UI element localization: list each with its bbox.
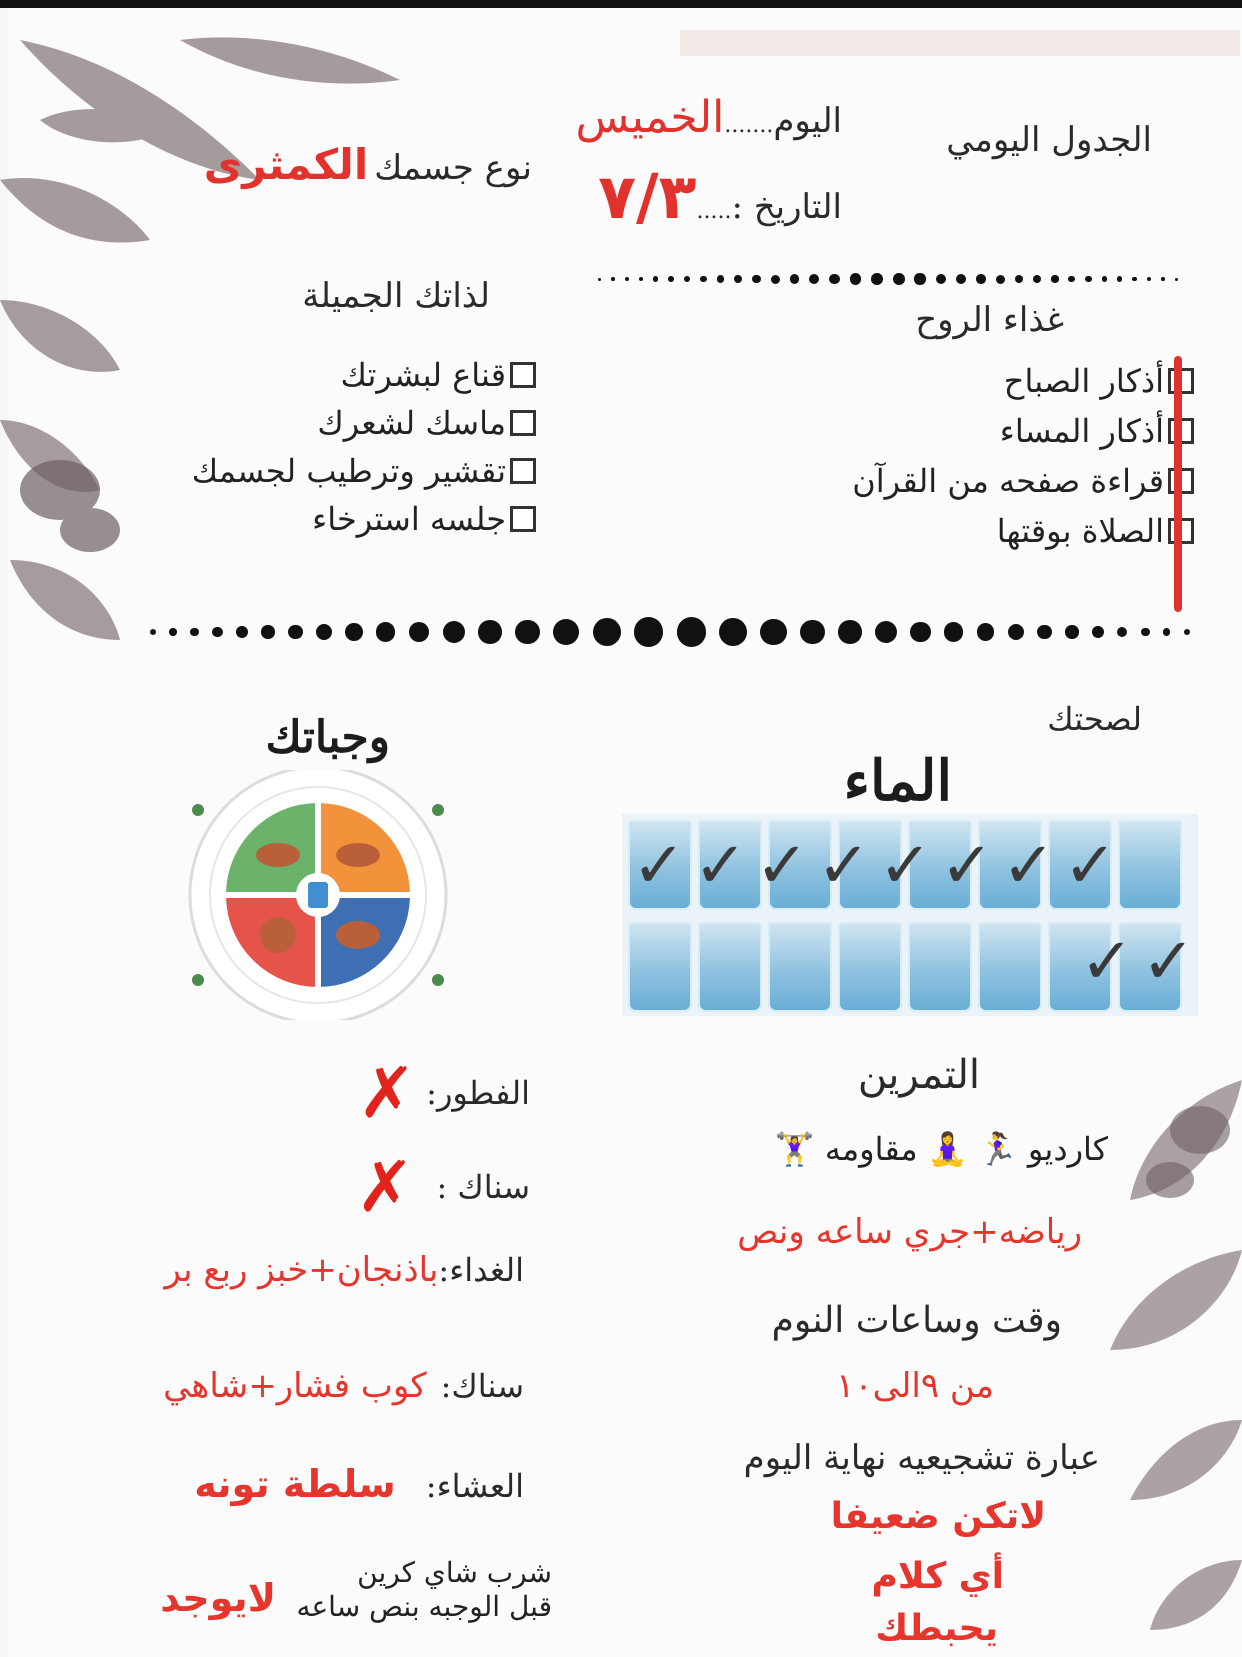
body-type-row <box>204 140 532 189</box>
water-checks-row-2 <box>1080 925 1196 999</box>
day-row <box>576 92 842 143</box>
x-mark-icon: ✗ <box>355 1146 415 1228</box>
sleep-heading: وقت وساعات النوم <box>771 1300 1062 1341</box>
water-glass[interactable] <box>698 922 762 1012</box>
divider-dot <box>150 629 156 635</box>
snack1-label: سناك : <box>436 1168 530 1206</box>
divider-dot <box>760 619 786 645</box>
pleasures-heading: لذاتك الجميلة <box>302 276 490 316</box>
lunch-row <box>164 1250 524 1290</box>
divider-dot <box>443 621 465 643</box>
date-row <box>598 160 842 233</box>
water-checks-row-1 <box>632 829 1117 903</box>
meals-heading: وجباتك <box>265 712 390 763</box>
divider-dot <box>1068 276 1075 283</box>
divider-dot <box>976 274 986 284</box>
divider-dot <box>752 275 760 283</box>
divider-dot <box>261 625 274 638</box>
check-icon: ✓ <box>1080 925 1134 999</box>
divider-dot <box>1117 627 1127 637</box>
divider-dot <box>288 625 303 640</box>
motivation-line-3: يحبطك <box>875 1608 998 1649</box>
divider-dot <box>936 274 947 285</box>
pleasure-item-relax: جلسه استرخاء <box>312 500 536 538</box>
divider-dot <box>190 628 199 637</box>
divider-dot <box>376 622 395 641</box>
dinner-label: العشاء: <box>425 1467 524 1505</box>
water-title: الماء <box>843 748 952 814</box>
pleasure-item-hair-mask: ماسك لشعرك <box>317 404 536 442</box>
divider-dot <box>875 621 897 643</box>
divider-dot <box>1184 629 1190 635</box>
pleasure-item-body-scrub: تقشير وترطيب لجسمك <box>192 452 536 490</box>
divider-dot <box>1051 275 1058 282</box>
snack2-row <box>163 1366 524 1406</box>
checkbox[interactable] <box>510 506 536 532</box>
tea-line-1: شرب شاي كرين <box>357 1556 552 1589</box>
divider-dot <box>593 618 621 646</box>
divider-dot <box>700 276 707 283</box>
soul-item-prayer: الصلاة بوقتها <box>997 512 1194 550</box>
tea-line-2: قبل الوجبه بنص ساعه <box>296 1590 552 1623</box>
divider-dot <box>409 622 430 643</box>
day-label: اليوم <box>773 101 842 141</box>
divider-dot <box>800 620 825 645</box>
water-glass[interactable] <box>768 922 832 1012</box>
lunch-label: الغداء: <box>438 1251 524 1289</box>
water-glass[interactable] <box>1118 820 1182 910</box>
date-label: التاريخ : <box>731 187 842 227</box>
divider-dot <box>1163 628 1170 635</box>
body-type-label: نوع جسمك <box>374 148 532 188</box>
divider-dot <box>829 274 840 285</box>
divider-dot <box>169 628 176 635</box>
divider-dot <box>734 275 742 283</box>
divider-dot <box>634 617 663 646</box>
water-glass[interactable] <box>628 922 692 1012</box>
divider-dot <box>677 617 706 646</box>
soul-item-morning: أذكار الصباح <box>1004 362 1194 400</box>
soul-item-evening: أذكار المساء <box>1000 412 1194 450</box>
divider-dot <box>684 276 690 282</box>
dinner-value: سلطة تونه <box>194 1462 396 1506</box>
breakfast-label: الفطور: <box>426 1074 530 1112</box>
snack1-row <box>355 1146 530 1228</box>
check-icon: ✓ <box>940 829 994 903</box>
date-value: ٧/٣ <box>598 160 697 233</box>
food-plate-image <box>168 770 468 1020</box>
divider-dot <box>1147 277 1151 281</box>
divider-dot <box>1175 278 1178 281</box>
divider-dot <box>1085 276 1091 282</box>
check-icon: ✓ <box>632 829 686 903</box>
divider-dot <box>553 619 579 645</box>
sleep-value: من ٩الى١٠ <box>836 1366 994 1406</box>
divider-dot <box>717 275 724 282</box>
check-icon: ✓ <box>1063 829 1117 903</box>
x-mark-icon: ✗ <box>357 1052 417 1134</box>
divider-dot <box>1092 626 1104 638</box>
exercise-value: رياضه+جري ساعه ونص <box>737 1212 1082 1252</box>
divider-middle <box>150 612 1190 652</box>
soul-list <box>852 362 1194 550</box>
date-dots: ..... <box>696 199 732 224</box>
divider-dot <box>996 275 1005 284</box>
divider-dot <box>1161 277 1165 281</box>
check-icon: ✓ <box>816 829 871 903</box>
body-type-value: الكمثرى <box>203 140 369 189</box>
water-glass[interactable] <box>838 922 902 1012</box>
checkbox[interactable] <box>510 362 536 388</box>
divider-dot <box>316 624 332 640</box>
divider-dot <box>1015 275 1023 283</box>
divider-dot <box>625 277 629 281</box>
divider-dot <box>914 273 925 284</box>
divider-dot <box>236 626 248 638</box>
divider-dot <box>639 277 644 282</box>
water-glass[interactable] <box>978 922 1042 1012</box>
exercise-heading: التمرين <box>857 1052 980 1098</box>
divider-dot <box>1037 625 1052 640</box>
divider-dot <box>515 620 540 645</box>
divider-dot <box>944 622 963 641</box>
divider-dot <box>345 623 363 641</box>
pleasures-list <box>192 356 536 538</box>
water-glass[interactable] <box>908 922 972 1012</box>
health-heading: لصحتك <box>1047 700 1142 738</box>
divider-dot <box>956 274 966 284</box>
divider-dot <box>977 623 995 641</box>
check-icon: ✓ <box>755 829 809 903</box>
divider-dot <box>653 276 658 281</box>
divider-dot <box>1141 628 1150 637</box>
check-icon: ✓ <box>878 829 933 903</box>
divider-dot <box>893 273 905 285</box>
soul-heading: غذاء الروح <box>915 300 1064 340</box>
divider-top <box>598 272 1178 286</box>
divider-dot <box>478 620 501 643</box>
divider-dot <box>212 627 222 637</box>
motivation-heading: عبارة تشجيعيه نهاية اليوم <box>743 1438 1100 1478</box>
day-value: الخميس <box>575 92 725 143</box>
motivation-line-1: لاتكن ضعيفا <box>830 1496 1046 1537</box>
divider-dot <box>771 275 780 284</box>
page-title: الجدول اليومي <box>946 120 1152 160</box>
divider-dot <box>668 276 674 282</box>
dinner-row <box>194 1462 524 1506</box>
checkbox[interactable] <box>510 410 536 436</box>
lunch-value: باذنجان+خبز ربع بر <box>164 1250 439 1290</box>
divider-dot <box>1102 276 1108 282</box>
soul-item-quran: قراءة صفحه من القرآن <box>852 462 1194 500</box>
divider-dot <box>850 273 861 284</box>
exercise-types: كارديو 🏃‍♀️ 🧘‍♀️ مقاومه 🏋️‍♀️ <box>774 1130 1108 1168</box>
tea-value: لايوجد <box>160 1576 276 1620</box>
check-icon: ✓ <box>1141 925 1196 999</box>
motivation-line-2: أي كلام <box>871 1556 1004 1597</box>
tea-note <box>296 1556 552 1624</box>
divider-dot <box>719 618 747 646</box>
snack2-value: كوب فشار+شاهي <box>163 1366 427 1406</box>
pleasure-item-face-mask: قناع لبشرتك <box>341 356 536 394</box>
divider-dot <box>790 274 800 284</box>
snack2-label: سناك: <box>440 1367 524 1405</box>
divider-dot <box>1132 277 1137 282</box>
check-icon: ✓ <box>1001 829 1056 903</box>
divider-dot <box>1065 625 1078 638</box>
divider-dot <box>1033 275 1041 283</box>
check-icon: ✓ <box>693 829 748 903</box>
divider-dot <box>598 278 601 281</box>
divider-dot <box>838 620 861 643</box>
divider-dot <box>1008 624 1024 640</box>
divider-dot <box>910 622 931 643</box>
divider-dot <box>871 273 883 285</box>
divider-dot <box>611 277 615 281</box>
red-marker-line <box>1174 356 1182 612</box>
divider-dot <box>1117 276 1122 281</box>
breakfast-row <box>357 1052 531 1134</box>
checkbox[interactable] <box>510 458 536 484</box>
divider-dot <box>809 274 819 284</box>
day-dots: ....... <box>724 113 774 138</box>
